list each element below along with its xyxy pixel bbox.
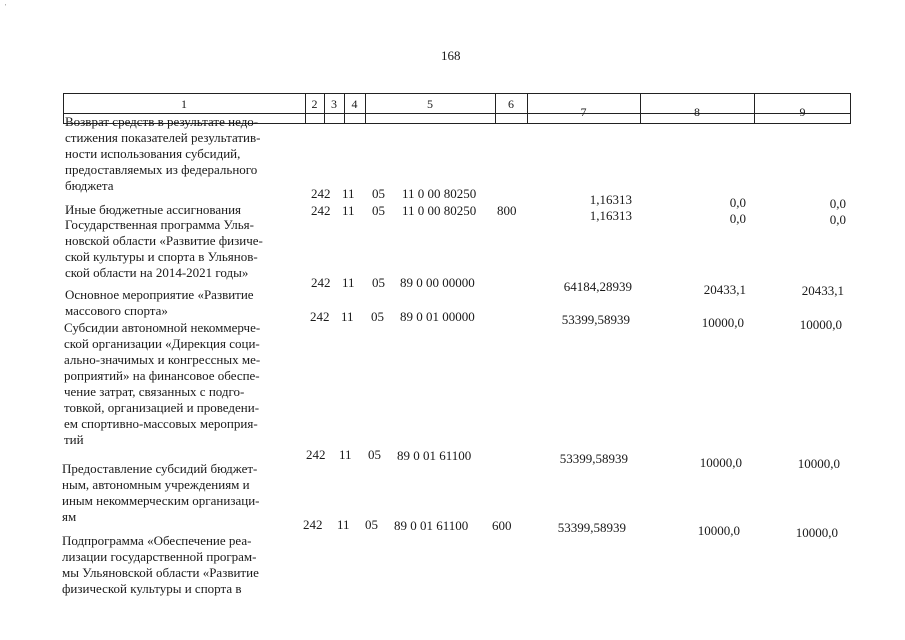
cell-amount-col7: 53399,58939 [561, 312, 630, 327]
header-col-4: 4 [351, 97, 358, 111]
cell-admin-code: 242 [311, 186, 331, 201]
description-line: новской области «Развитие физиче- [65, 233, 263, 248]
header-col-1: 1 [181, 97, 187, 111]
description-line: бюджета [65, 178, 114, 193]
description-line: ально-значимых и конгрессных ме- [64, 352, 261, 367]
description-line: ям [62, 509, 77, 524]
cell-amount-col7: 53399,58939 [559, 451, 628, 466]
description-line: роприятий» на финансовое обеспе- [64, 368, 260, 383]
cell-amount-col7: 1,16313 [589, 192, 632, 207]
header-col-8: 8 [694, 105, 700, 119]
header-col-6: 6 [508, 97, 514, 111]
row-description [62, 461, 298, 525]
description-line: лизации государственной програм- [62, 549, 257, 564]
cell-amount-col7: 1,16313 [589, 208, 632, 223]
description-line: ем спортивно-массовых мероприя- [64, 416, 258, 431]
header-col-2: 2 [311, 97, 318, 111]
cell-amount-col9: 20433,1 [801, 283, 844, 298]
description-line: ской организации «Дирекция соци- [64, 336, 260, 351]
description-line: Государственная программа Улья- [65, 217, 254, 232]
cell-target-code: 89 0 01 61100 [397, 448, 472, 463]
row-description [62, 533, 298, 597]
description-line: Субсидии автономной некоммерче- [64, 320, 261, 335]
row-description [65, 287, 301, 319]
row-description [65, 217, 301, 281]
row-description [64, 320, 300, 448]
header-col-3: 3 [331, 97, 337, 111]
cell-section: 11 [341, 309, 354, 324]
cell-amount-col9: 10000,0 [795, 525, 838, 540]
cell-amount-col8: 10000,0 [699, 455, 742, 470]
cell-section: 11 [342, 275, 355, 290]
cell-section: 11 [342, 186, 355, 201]
cell-subsection: 05 [372, 203, 385, 218]
cell-admin-code: 242 [306, 447, 326, 462]
description-line: ской культуры и спорта в Ульянов- [65, 249, 258, 264]
description-line: Основное мероприятие «Развитие [65, 287, 254, 302]
cell-subsection: 05 [372, 186, 385, 201]
header-col-9: 9 [799, 105, 806, 119]
description-line: мы Ульяновской области «Развитие [62, 565, 259, 580]
cell-subsection: 05 [365, 517, 378, 532]
cell-admin-code: 242 [303, 517, 323, 532]
description-line: физической культуры и спорта в [62, 581, 242, 596]
row-description [65, 114, 301, 194]
description-line: ным, автономным учреждениям и [62, 477, 250, 492]
cell-admin-code: 242 [311, 275, 331, 290]
cell-amount-col8: 0,0 [729, 195, 746, 210]
header-col-7: 7 [580, 105, 587, 119]
cell-section: 11 [342, 203, 355, 218]
description-line: массового спорта» [65, 303, 168, 318]
cell-amount-col8: 20433,1 [703, 282, 746, 297]
description-line: чение затрат, связанных с подго- [64, 384, 245, 399]
description-line: Возврат средств в результате недо- [65, 114, 259, 129]
cell-amount-col8: 0,0 [729, 211, 746, 226]
cell-amount-col7: 53399,58939 [557, 520, 626, 535]
cell-amount-col8: 10000,0 [701, 315, 744, 330]
description-line: стижения показателей результатив- [65, 130, 261, 145]
corner-mark: ' [5, 3, 7, 11]
description-line: товкой, организацией и проведени- [64, 400, 260, 415]
cell-subsection: 05 [368, 447, 381, 462]
cell-expense-type: 800 [497, 203, 517, 218]
cell-amount-col9: 10000,0 [797, 456, 840, 471]
description-line: Иные бюджетные ассигнования [65, 202, 242, 217]
cell-amount-col8: 10000,0 [697, 523, 740, 538]
header-col-5: 5 [427, 97, 433, 111]
cell-target-code: 11 0 00 80250 [402, 186, 477, 201]
description-line: Предоставление субсидий бюджет- [62, 461, 258, 476]
cell-amount-col9: 0,0 [829, 196, 846, 211]
cell-amount-col7: 64184,28939 [563, 279, 632, 294]
cell-expense-type: 600 [492, 518, 512, 533]
description-line: ской области на 2014-2021 годы» [65, 265, 249, 280]
cell-target-code: 89 0 00 00000 [400, 275, 475, 290]
cell-subsection: 05 [371, 309, 384, 324]
description-line: ности использования субсидий, [65, 146, 241, 161]
cell-target-code: 11 0 00 80250 [402, 203, 477, 218]
row-description [65, 202, 301, 218]
description-line: иным некоммерческим организаци- [62, 493, 260, 508]
page-number: 168 [441, 48, 461, 63]
cell-admin-code: 242 [311, 203, 331, 218]
description-line: Подпрограмма «Обеспечение реа- [62, 533, 252, 548]
description-line: тий [64, 432, 84, 447]
description-line: предоставляемых из федерального [65, 162, 258, 177]
cell-target-code: 89 0 01 00000 [400, 309, 475, 324]
cell-amount-col9: 10000,0 [799, 317, 842, 332]
cell-target-code: 89 0 01 61100 [394, 518, 469, 533]
cell-subsection: 05 [372, 275, 385, 290]
cell-section: 11 [337, 517, 350, 532]
cell-amount-col9: 0,0 [829, 212, 846, 227]
cell-admin-code: 242 [310, 309, 330, 324]
cell-section: 11 [339, 447, 352, 462]
